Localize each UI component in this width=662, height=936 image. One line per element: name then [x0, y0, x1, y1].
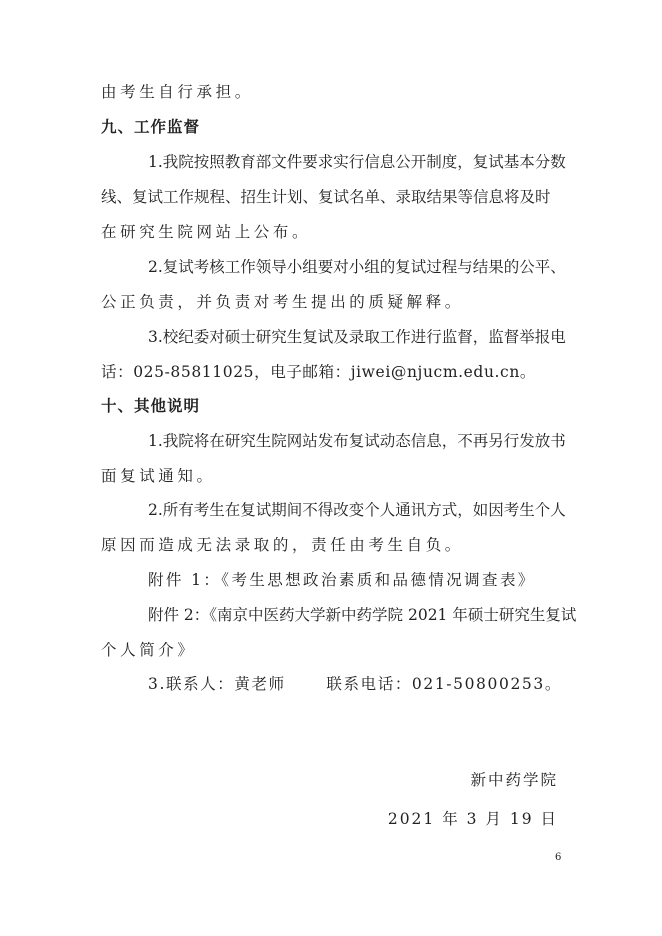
paragraph-line: 1.我院按照教育部文件要求实行信息公开制度，复试基本分数 [148, 153, 566, 171]
signature-date: 2021 年 3 月 19 日 [387, 810, 558, 828]
section-heading-9: 九、工作监督 [101, 118, 201, 136]
signature-org: 新中药学院 [470, 771, 558, 789]
paragraph-line: 由考生自行承担。 [101, 83, 254, 101]
paragraph-line: 个人简介》 [101, 641, 197, 659]
page-number: 6 [555, 852, 562, 863]
attachment-1: 附件 1：《考生思想政治素质和品德情况调查表》 [148, 571, 536, 589]
paragraph-line: 在研究生院网站上公布。 [101, 223, 312, 241]
paragraph-line: 话：025-85811025，电子邮箱：jiwei@njucm.edu.cn。 [101, 363, 537, 381]
attachment-2: 附件 2：《南京中医药大学新中药学院 2021 年硕士研究生复试 [148, 606, 577, 624]
paragraph-line: 3.校纪委对硕士研究生复试及录取工作进行监督，监督举报电 [148, 328, 566, 346]
section-heading-10: 十、其他说明 [101, 397, 201, 415]
paragraph-line: 面复试通知。 [101, 467, 216, 485]
paragraph-line: 公正负责，并负责对考生提出的质疑解释。 [101, 293, 464, 311]
paragraph-line: 2.所有考生在复试期间不得改变个人通讯方式，如因考生个人 [148, 501, 566, 519]
paragraph-line: 1.我院将在研究生院网站发布复试动态信息，不再另行发放书 [148, 432, 566, 450]
paragraph-line: 线、复试工作规程、招生计划、复试名单、录取结果等信息将及时 [101, 188, 551, 206]
paragraph-line: 原因而造成无法录取的，责任由考生自负。 [101, 536, 464, 554]
contact-line: 3.联系人：黄老师 联系电话：021-50800253。 [148, 675, 562, 693]
paragraph-line: 2.复试考核工作领导小组要对小组的复试过程与结果的公平、 [148, 258, 566, 276]
